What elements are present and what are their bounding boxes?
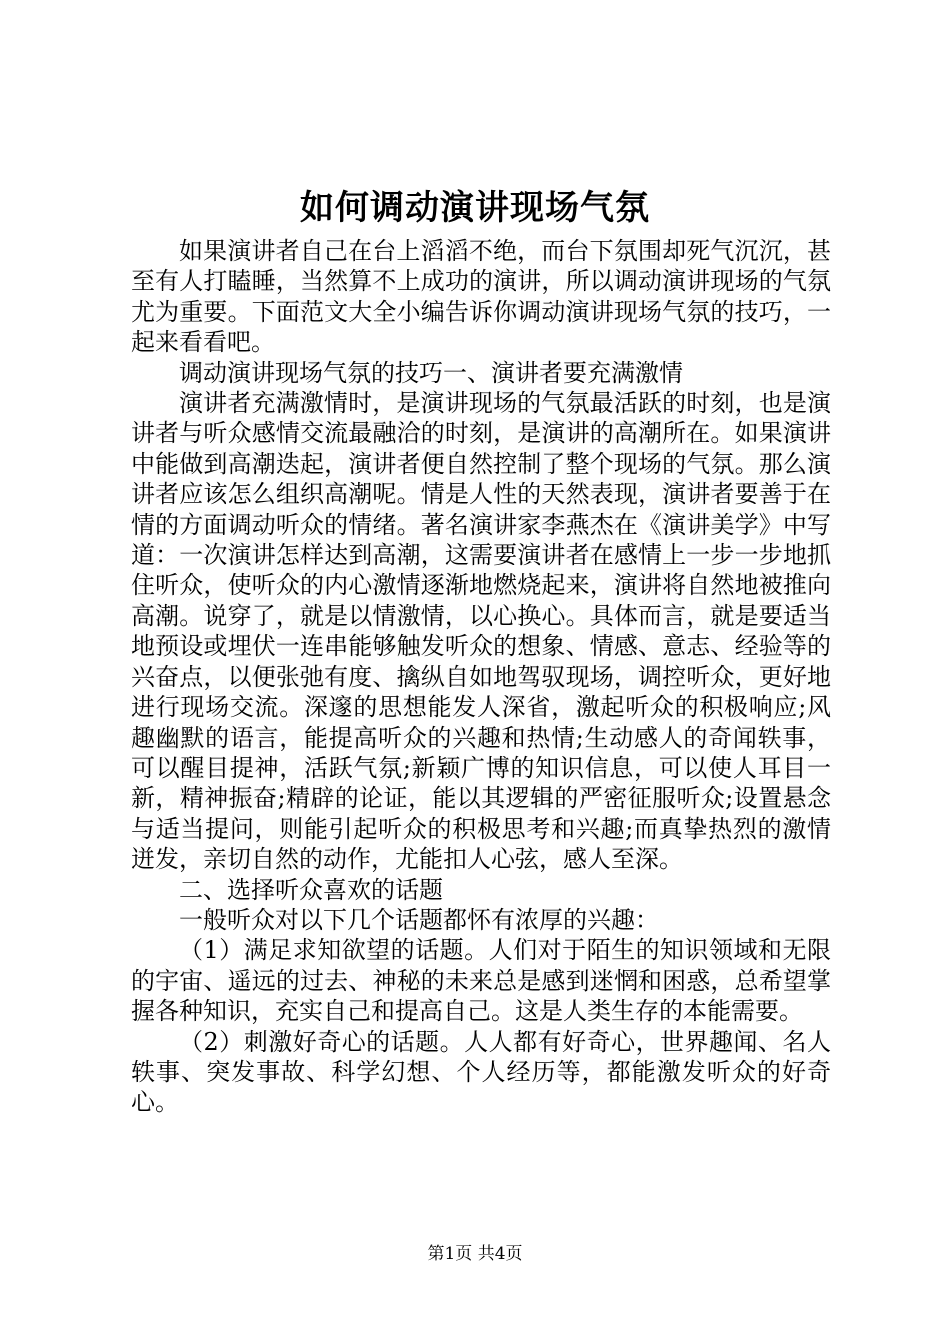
paragraph-topic-2: （2）刺激好奇心的话题。人人都有好奇心，世界趣闻、名人轶事、突发事故、科学幻想、个人经历等，都能激发听众的好奇心。 xyxy=(131,1027,831,1117)
document-body xyxy=(131,236,831,1118)
page-footer: 第1页 共4页 xyxy=(427,1244,523,1264)
paragraph-heading-2: 二、选择听众喜欢的话题 xyxy=(179,875,443,904)
paragraph-topics-intro: 一般听众对以下几个话题都怀有浓厚的兴趣： xyxy=(179,905,659,934)
paragraph-topic-1: （1）满足求知欲望的话题。人们对于陌生的知识领域和无限的宇宙、遥远的过去、神秘的未来总是感到迷惘和困惑，总希望掌握各种知识，充实自己和提高自己。这是人类生存的本能需要。 xyxy=(131,936,831,1026)
paragraph-passion: 演讲者充满激情时，是演讲现场的气氛最活跃的时刻，也是演讲者与听众感情交流最融洽的时刻，是演讲的高潮所在。如果演讲中能做到高潮迭起，演讲者便自然控制了整个现场的气氛。那么演讲者应该怎么组织高潮呢。情是人性的天然表现，演讲者要善于在情的方面调动听众的情绪。著名演讲家李燕杰在《演讲美学》中写道：一次演讲怎样达到高潮，这需要演讲者在感情上一步一步地抓住听众，使听众的内心激情逐渐地燃烧起来，演讲将自然地被推向高潮。说穿了，就是以情激情，以心换心。具体而言，就是要适当地预设或埋伏一连串能够触发听众的想象、情感、意志、经验等的兴奋点，以便张弛有度、擒纵自如地驾驭现场，调控听众，更好地进行现场交流。深邃的思想能发人深省，激起听众的积极响应;风趣幽默的语言，能提高听众的兴趣和热情;生动感人的奇闻轶事，可以醒目提神，活跃气氛;新颖广博的知识信息，可以使人耳目一新，精神振奋;精辟的论证，能以其逻辑的严密征服听众;设置悬念与适当提问，则能引起听众的积极思考和兴趣;而真挚热烈的激情迸发，亲切自然的动作，尤能扣人心弦，感人至深。 xyxy=(131,389,831,874)
paragraph-heading-1: 调动演讲现场气氛的技巧一、演讲者要充满激情 xyxy=(179,358,683,387)
document-title: 如何调动演讲现场气氛 xyxy=(300,188,650,228)
paragraph-intro: 如果演讲者自己在台上滔滔不绝，而台下氛围却死气沉沉，甚至有人打瞌睡，当然算不上成功的演讲，所以调动演讲现场的气氛尤为重要。下面范文大全小编告诉你调动演讲现场气氛的技巧，一起来看看吧。 xyxy=(131,237,831,357)
